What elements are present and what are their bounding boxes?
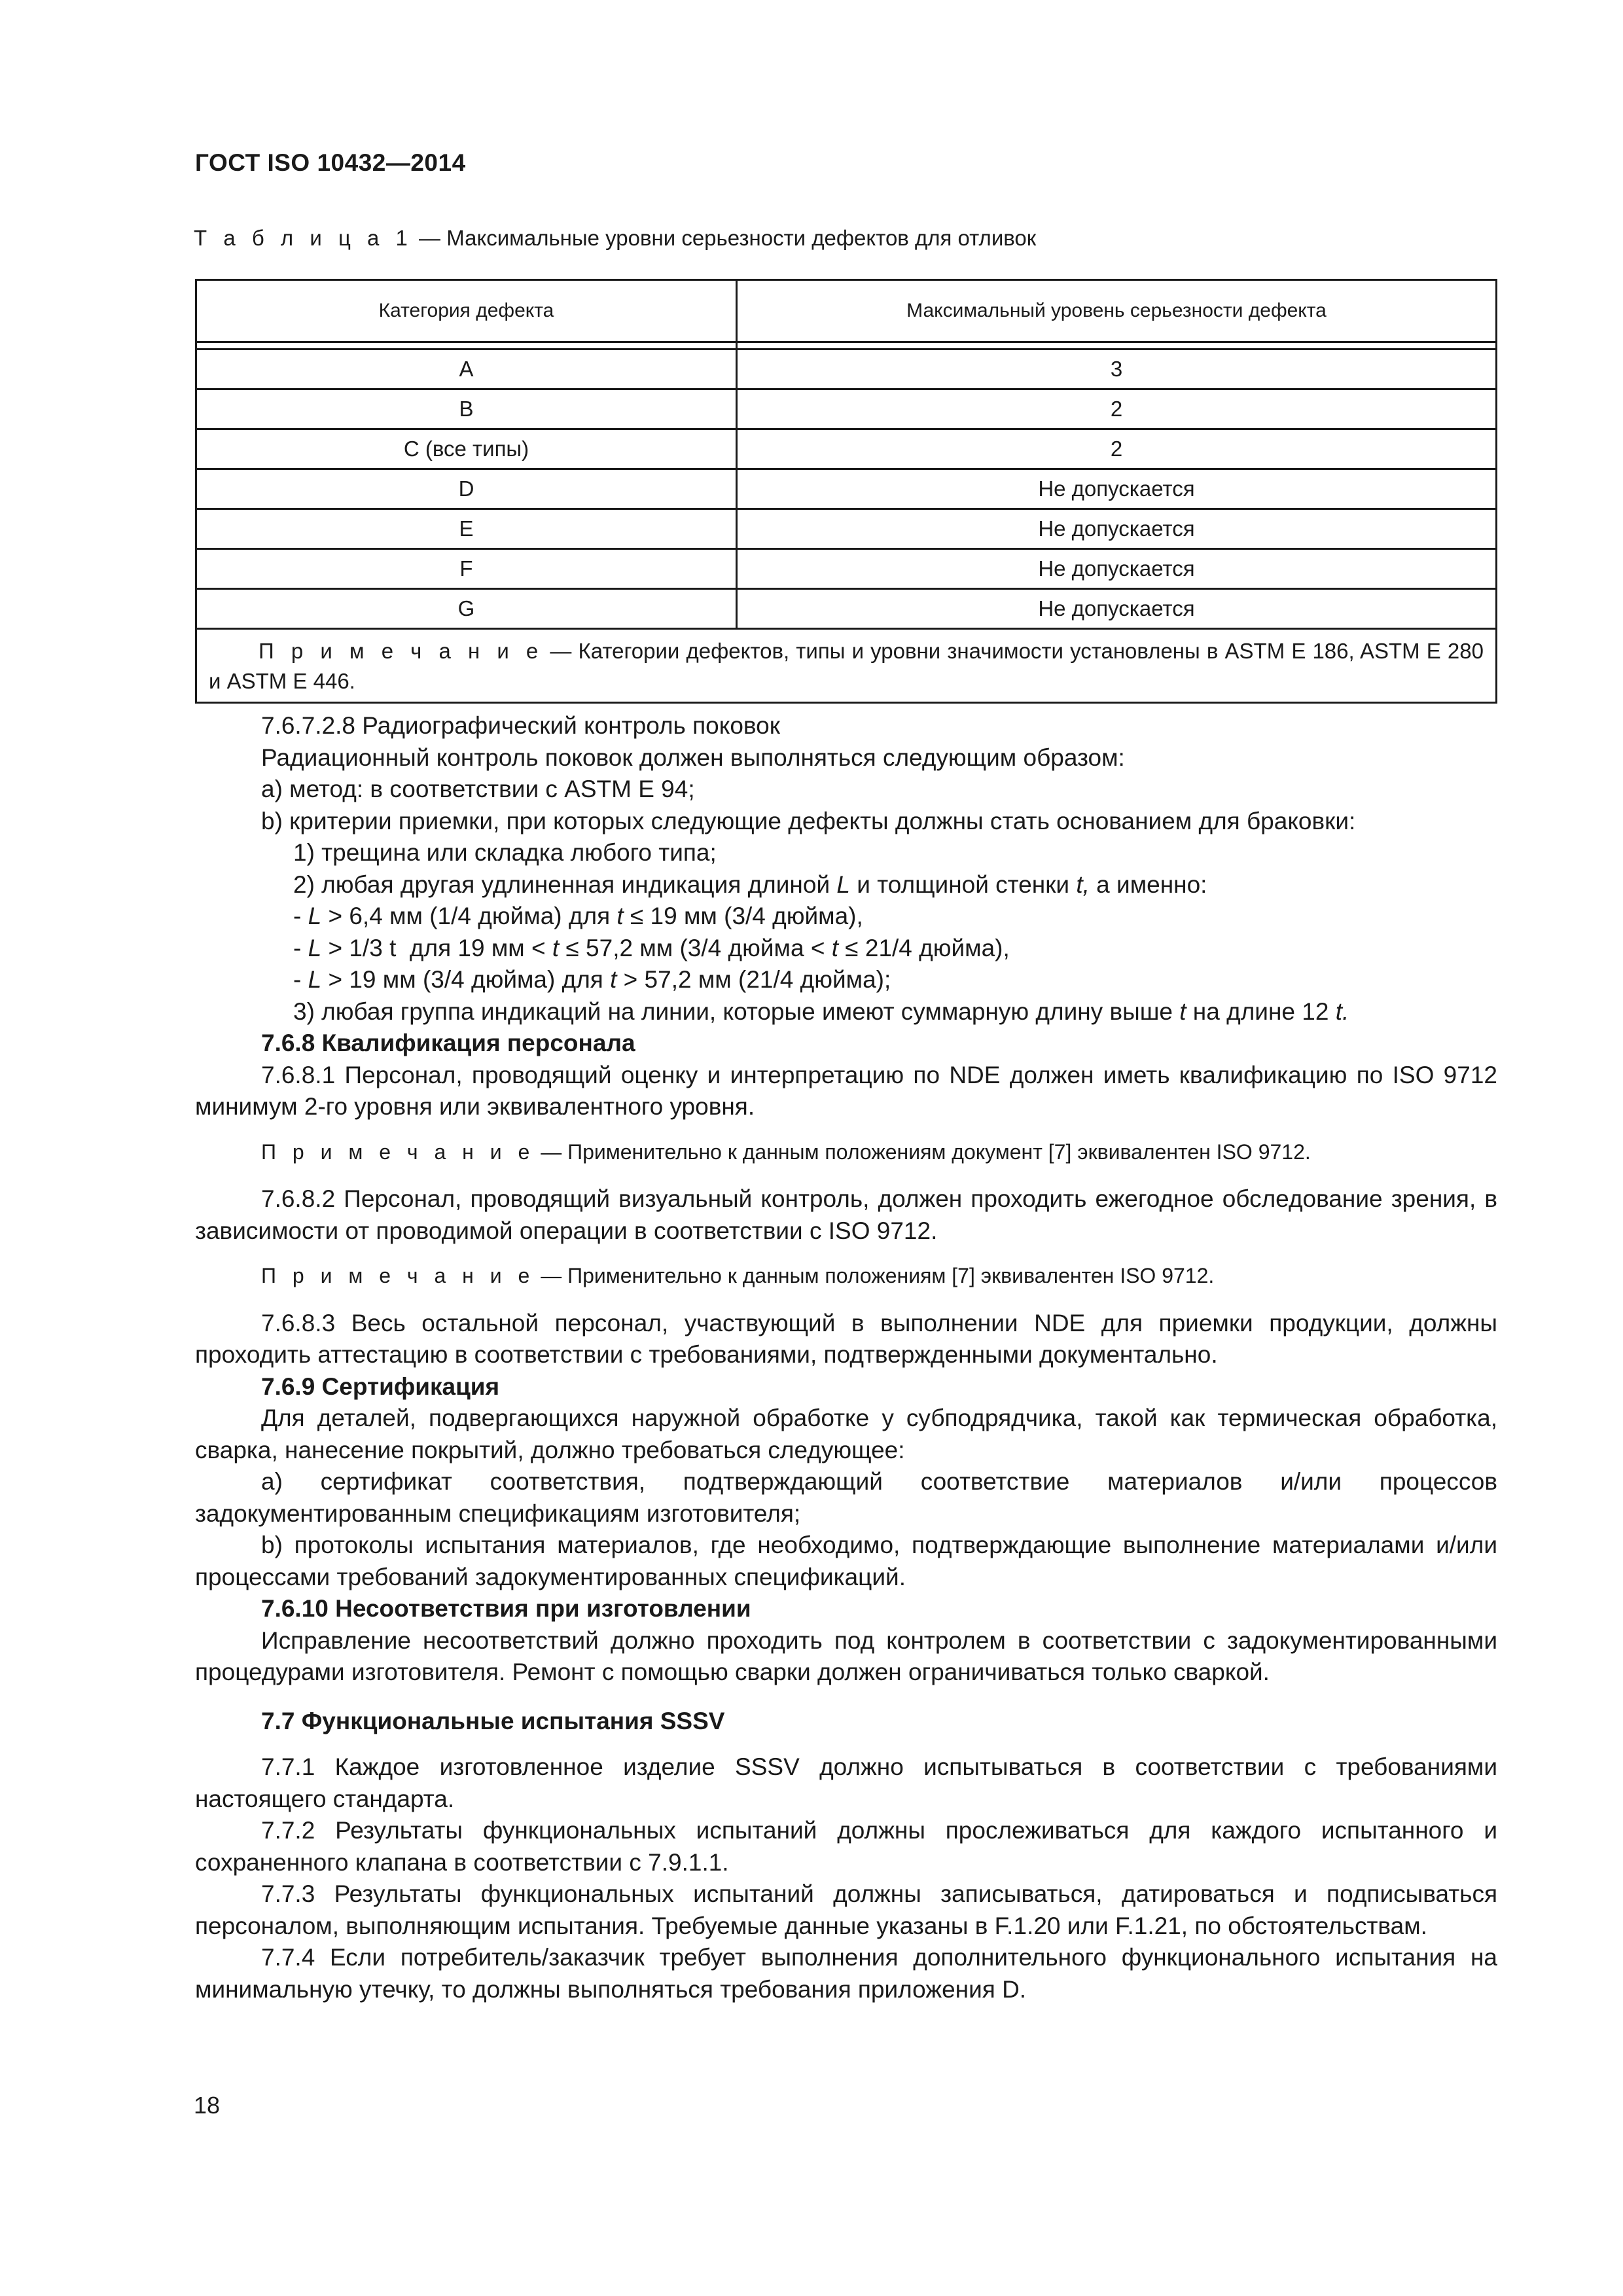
section-7610-text: Исправление несоответствий должно проходить под контролем в соответствии с задокументированными процедурами изготовителя. Ремонт с помощью сварки должен ограничиваться только сваркой.	[195, 1626, 1497, 1685]
text-span: и толщиной стенки	[849, 870, 1077, 898]
table-note	[196, 629, 1497, 703]
table-row	[196, 509, 1497, 549]
cell-level: 2	[737, 389, 1497, 429]
cell-level: 3	[737, 350, 1497, 389]
cell-category: E	[196, 509, 737, 549]
text-span: > 6,4 мм (1/4 дюйма) для	[321, 903, 617, 929]
note-text: — Применительно к данным положениям документ [7] эквивалентен ISO 9712.	[535, 1139, 1311, 1164]
section-7628-title: 7.6.7.2.8 Радиографический контроль поковок	[261, 712, 780, 739]
table-note-prefix: П р и м е ч а н и е	[259, 639, 544, 663]
text-span: t	[552, 934, 560, 961]
table-note-row	[196, 629, 1497, 703]
text-span: -	[293, 934, 308, 961]
cell-category: C (все типы)	[196, 429, 737, 469]
table-row	[196, 350, 1497, 389]
section-768-title: 7.6.8 Квалификация персонала	[261, 1030, 635, 1056]
text-span: на длине 12	[1186, 997, 1336, 1025]
section-7628-item-b3	[195, 996, 1497, 1028]
document-body	[195, 710, 1497, 2005]
table-header-row	[196, 280, 1497, 342]
text-span: ≤ 19 мм (3/4 дюйма),	[623, 903, 863, 929]
note-7682	[195, 1260, 1497, 1292]
section-7628-item-a: a) метод: в соответствии с ASTM E 94;	[261, 776, 695, 802]
document-header: ГОСТ ISO 10432—2014	[195, 149, 466, 176]
page-number: 18	[194, 2092, 221, 2119]
section-7610-title: 7.6.10 Несоответствия при изготовлении	[261, 1595, 751, 1622]
text-span: t	[610, 966, 617, 993]
section-769-text: Для деталей, подвергающихся наружной обработке у субподрядчика, такой как термическая обработка, сварка, нанесение покрытий, должно требоваться следующее:	[195, 1405, 1497, 1463]
cell-level: Не допускается	[737, 589, 1497, 629]
section-7628-item-b: b) критерии приемки, при которых следующие дефекты должны стать основанием для браковки:	[261, 807, 1356, 834]
table-row	[196, 589, 1497, 629]
text-span: L	[308, 966, 322, 993]
text-span: -	[293, 966, 308, 993]
section-774: 7.7.4 Если потребитель/заказчик требует выполнения дополнительного функционального испытания на минимальную утечку, то должны выполняться требования приложения D.	[195, 1944, 1497, 2003]
cell-level: Не допускается	[737, 549, 1497, 589]
note-prefix: П р и м е ч а н и е	[261, 1139, 535, 1164]
note-7681	[195, 1136, 1497, 1168]
defect-levels-table	[195, 279, 1497, 704]
note-prefix: П р и м е ч а н и е	[261, 1264, 535, 1287]
cell-category: D	[196, 469, 737, 509]
cell-level: 2	[737, 429, 1497, 469]
table-caption	[194, 226, 1036, 251]
dash-item-3	[195, 964, 1497, 996]
section-7628-intro: Радиационный контроль поковок должен выполняться следующим образом:	[261, 744, 1125, 771]
table-row	[196, 549, 1497, 589]
section-77-title: 7.7 Функциональные испытания SSSV	[261, 1707, 725, 1734]
col-header-level: Максимальный уровень серьезности дефекта	[737, 280, 1497, 342]
text-span: t	[1179, 997, 1186, 1025]
text-span: t,	[1076, 870, 1090, 898]
section-7628-item-b1: 1) трещина или складка любого типа;	[293, 839, 717, 866]
section-771: 7.7.1 Каждое изготовленное изделие SSSV должно испытываться в соответствии с требованиями настоящего стандарта.	[195, 1753, 1497, 1812]
table-row	[196, 469, 1497, 509]
section-7683: 7.6.8.3 Весь остальной персонал, участвующий в выполнении NDE для приемки продукции, должны проходить аттестацию в соответствии с требованиями, подтвержденными документально.	[195, 1309, 1497, 1368]
table-header-separator	[196, 342, 1497, 350]
cell-level: Не допускается	[737, 469, 1497, 509]
text-span: L	[308, 903, 322, 929]
text-span: ≤ 21/4 дюйма),	[838, 934, 1010, 961]
dash-item-1	[195, 901, 1497, 933]
table-row	[196, 429, 1497, 469]
section-773: 7.7.3 Результаты функциональных испытаний должны записываться, датироваться и подписываться персоналом, выполняющим испытания. Требуемые данные указаны в F.1.20 или F.1.21, по обстоятельствам.	[195, 1880, 1497, 1939]
table-row	[196, 389, 1497, 429]
text-span: ≤ 57,2 мм (3/4 дюйма <	[559, 934, 832, 961]
text-span: t	[831, 934, 838, 961]
text-span: L	[836, 870, 850, 898]
text-span: t.	[1335, 997, 1349, 1025]
dash-item-2	[195, 933, 1497, 965]
section-769-title: 7.6.9 Сертификация	[261, 1372, 500, 1400]
col-header-category: Категория дефекта	[196, 280, 737, 342]
text-span: > 19 мм (3/4 дюйма) для	[321, 966, 611, 993]
table-caption-text: — Максимальные уровни серьезности дефектов для отливок	[412, 226, 1037, 250]
note-text: — Применительно к данным положениям [7] эквивалентен ISO 9712.	[535, 1264, 1215, 1287]
text-span: а именно:	[1089, 870, 1207, 898]
table-caption-prefix: Т а б л и ц а 1	[194, 226, 413, 250]
section-769-item-b: b) протоколы испытания материалов, где необходимо, подтверждающие выполнение материалами и/или процессами требований задокументированных спецификаций.	[195, 1532, 1497, 1590]
cell-category: A	[196, 350, 737, 389]
text-span: L	[308, 934, 322, 961]
table-note-text: — Категории дефектов, типы и уровни значимости установлены в ASTM E 186, ASTM E 280 и ASTM E 446.	[209, 639, 1484, 693]
section-7681: 7.6.8.1 Персонал, проводящий оценку и интерпретацию по NDE должен иметь квалификацию по ISO 9712 минимум 2-го уровня или эквивалентного уровня.	[195, 1061, 1497, 1120]
cell-category: G	[196, 589, 737, 629]
cell-category: F	[196, 549, 737, 589]
text-span: 2) любая другая удлиненная индикация длиной	[293, 870, 837, 898]
text-span: t	[616, 903, 624, 929]
section-7628-item-b2	[195, 869, 1497, 901]
section-772: 7.7.2 Результаты функциональных испытаний должны прослеживаться для каждого испытанного и сохраненного клапана в соответствии с 7.9.1.1.	[195, 1817, 1497, 1876]
section-7682: 7.6.8.2 Персонал, проводящий визуальный контроль, должен проходить ежегодное обследование зрения, в зависимости от проводимой операции в соответствии с ISO 9712.	[195, 1185, 1497, 1244]
text-span: -	[293, 903, 308, 929]
text-span: > 1/3 t для 19 мм <	[321, 934, 552, 961]
section-769-item-a: a) сертификат соответствия, подтверждающий соответствие материалов и/или процессов задокументированным спецификациям изготовителя;	[195, 1468, 1497, 1527]
cell-category: B	[196, 389, 737, 429]
text-span: 3) любая группа индикаций на линии, которые имеют суммарную длину выше	[293, 997, 1180, 1025]
text-span: > 57,2 мм (21/4 дюйма);	[616, 966, 891, 993]
cell-level: Не допускается	[737, 509, 1497, 549]
